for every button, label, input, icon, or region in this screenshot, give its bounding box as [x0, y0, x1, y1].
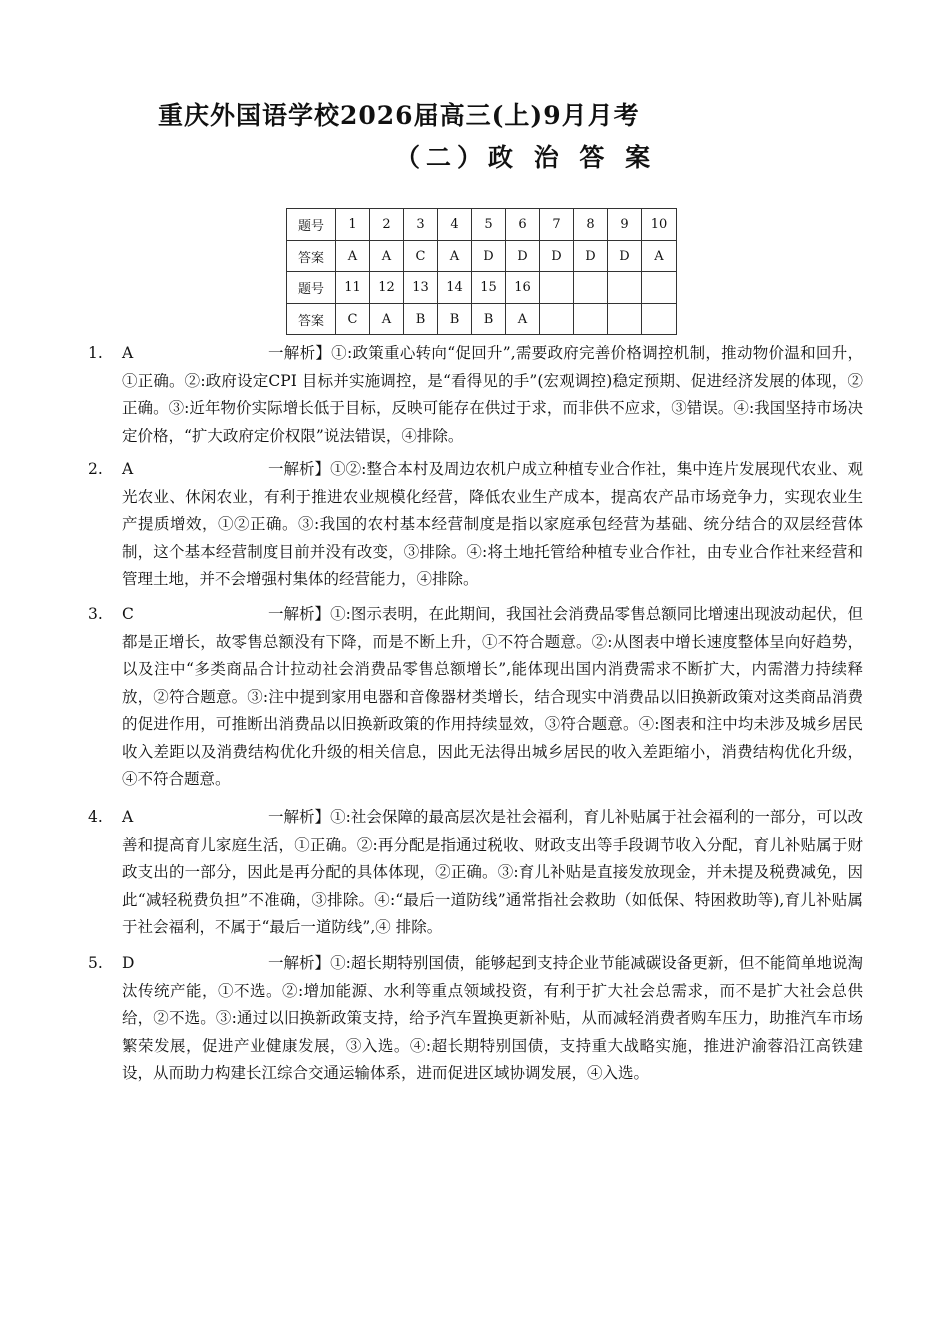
question-explanation: 一解析】①:社会保障的最高层次是社会福利，育儿补贴属于社会福利的一部分，可以改善和提高育儿家庭生活，①正确。②:再分配是指通过税收、财政支出等手段调节收入分配，育儿补贴属于财政支出的一部分，因此是再分配的具体体现，②正确。③:育儿补贴是直接发放现金，并未提及税费减免，因此“减轻税费负担”不准确，③排除。④:“最后一道防线”通常指社会救助（如低保、特困救助等),育儿补贴属于社会福利，不属于“最后一道防线”,④ 排除。: [122, 808, 863, 936]
table-cell: 2: [370, 209, 404, 241]
table-row: [287, 272, 677, 304]
table-cell: [574, 272, 608, 304]
table-cell: A: [336, 241, 370, 272]
table-cell: C: [336, 304, 370, 335]
table-cell: 3: [404, 209, 438, 241]
page-subtitle: （二）政 治 答 案: [395, 143, 657, 172]
table-row: [287, 304, 677, 335]
table-cell: [642, 272, 677, 304]
table-cell: [608, 272, 642, 304]
table-row: [287, 209, 677, 241]
answer-table: [286, 208, 677, 335]
question-number: 3.: [88, 605, 103, 623]
table-cell: 4: [438, 209, 472, 241]
question-explanation: 一解析】①:图示表明，在此期间，我国社会消费品零售总额同比增速出现波动起伏，但都是正增长，故零售总额没有下降，而是不断上升，①不符合题意。②:从图表中增长速度整体呈向好趋势，以及注中“多类商品合计拉动社会消费品零售总额增长”,能体现出国内消费需求不断扩大，内需潜力持续释放，②符合题意。③:注中提到家用电器和音像器材类增长，结合现实中消费品以旧换新政策对这类商品消费的促进作用，可推断出消费品以旧换新政策的作用持续显效，③符合题意。④:图表和注中均未涉及城乡居民收入差距以及消费结构优化升级的相关信息，因此无法得出城乡居民的收入差距缩小，消费结构优化升级，④不符合题意。: [122, 605, 863, 788]
table-cell: [574, 304, 608, 335]
table-cell: 8: [574, 209, 608, 241]
table-cell: 13: [404, 272, 438, 304]
table-cell: D: [608, 241, 642, 272]
question-number: 4.: [88, 808, 103, 826]
question-1: [88, 340, 863, 450]
table-cell: 1: [336, 209, 370, 241]
table-cell: B: [404, 304, 438, 335]
table-cell: A: [642, 241, 677, 272]
question-answer: A: [122, 460, 134, 478]
row-label-answer: 答案: [287, 241, 336, 272]
table-cell: 9: [608, 209, 642, 241]
question-explanation: 一解析】①:超长期特别国债，能够起到支持企业节能减碳设备更新，但不能简单地说淘汰传统产能，①不选。②:增加能源、水利等重点领域投资，有利于扩大社会总需求，而不是扩大社会总供给，②不选。③:通过以旧换新政策支持，给予汽车置换更新补贴，从而减轻消费者购车压力，助推汽车市场繁荣发展，促进产业健康发展，③入选。④:超长期特别国债，支持重大战略实施，推进沪渝蓉沿江高铁建设，从而助力构建长江综合交通运输体系，进而促进区域协调发展，④入选。: [122, 954, 863, 1082]
page-title: 重庆外国语学校2026届高三(上)9月月考: [158, 101, 640, 130]
table-cell: [540, 304, 574, 335]
table-cell: B: [472, 304, 506, 335]
question-number: 2.: [88, 460, 103, 478]
table-cell: D: [540, 241, 574, 272]
table-cell: 10: [642, 209, 677, 241]
table-cell: D: [574, 241, 608, 272]
table-cell: 7: [540, 209, 574, 241]
table-cell: D: [506, 241, 540, 272]
question-2: [88, 456, 863, 594]
question-5: [88, 950, 863, 1088]
table-cell: 12: [370, 272, 404, 304]
question-number: 5.: [88, 954, 103, 972]
question-explanation: 一解析】①②:整合本村及周边农机户成立种植专业合作社，集中连片发展现代农业、观光农业、休闲农业，有利于推进农业规模化经营，降低农业生产成本，提高农产品市场竞争力，实现农业生产提质增效，①②正确。③:我国的农村基本经营制度是指以家庭承包经营为基础、统分结合的双层经营体制，这个基本经营制度目前并没有改变，③排除。④:将土地托管给种植专业合作社，由专业合作社来经营和管理土地，并不会增强村集体的经营能力，④排除。: [122, 460, 863, 588]
question-answer: A: [122, 808, 134, 826]
table-cell: A: [370, 304, 404, 335]
table-cell: 5: [472, 209, 506, 241]
table-cell: 15: [472, 272, 506, 304]
table-cell: [540, 272, 574, 304]
table-cell: A: [370, 241, 404, 272]
table-cell: 14: [438, 272, 472, 304]
table-cell: 11: [336, 272, 370, 304]
row-label-number: 题号: [287, 209, 336, 241]
table-cell: 16: [506, 272, 540, 304]
table-cell: B: [438, 304, 472, 335]
table-cell: D: [472, 241, 506, 272]
question-3: [88, 601, 863, 794]
question-answer: D: [122, 954, 135, 972]
row-label-number: 题号: [287, 272, 336, 304]
question-answer: A: [122, 344, 134, 362]
table-cell: [642, 304, 677, 335]
table-cell: 6: [506, 209, 540, 241]
table-cell: [608, 304, 642, 335]
table-cell: A: [506, 304, 540, 335]
question-answer: C: [122, 605, 134, 623]
table-cell: A: [438, 241, 472, 272]
question-number: 1.: [88, 344, 103, 362]
row-label-answer: 答案: [287, 304, 336, 335]
table-cell: C: [404, 241, 438, 272]
question-explanation: 一解析】①:政策重心转向“促回升”,需要政府完善价格调控机制，推动物价温和回升，①正确。②:政府设定CPI 目标并实施调控，是“看得见的手”(宏观调控)稳定预期、促进经济发展的体现，②正确。③:近年物价实际增长低于目标，反映可能存在供过于求，而非供不应求，③错误。④:我国坚持市场决定价格，“扩大政府定价权限”说法错误，④排除。: [122, 344, 863, 445]
question-4: [88, 804, 863, 942]
table-row: [287, 241, 677, 272]
